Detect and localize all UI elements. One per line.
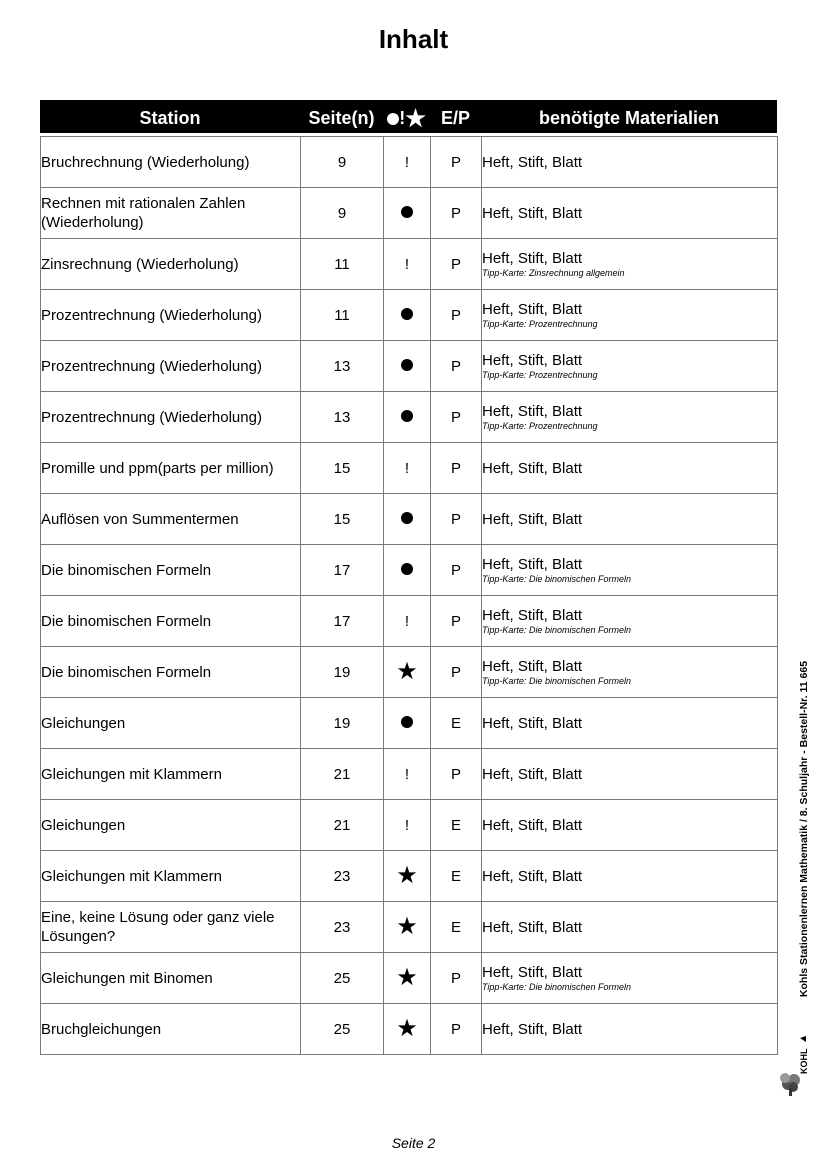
- ep-marker: E: [431, 902, 482, 953]
- materials-text: Heft, Stift, Blatt: [482, 459, 583, 477]
- ep-marker: P: [431, 188, 482, 239]
- tip-card-note: Tipp-Karte: Prozentrechnung: [482, 369, 598, 380]
- page-ref: 17: [301, 545, 384, 596]
- ep-marker: P: [431, 290, 482, 341]
- tip-card-note: Tipp-Karte: Die binomischen Formeln: [482, 981, 631, 992]
- station-name: Gleichungen: [41, 800, 301, 851]
- page-ref: 15: [301, 494, 384, 545]
- station-name: Gleichungen mit Binomen: [41, 953, 301, 1004]
- table-row: [41, 1004, 778, 1055]
- page-ref: 15: [301, 443, 384, 494]
- header-materialien: benötigte Materialien: [538, 108, 720, 128]
- dot-icon: [401, 308, 413, 320]
- dot-icon: [401, 512, 413, 524]
- ep-marker: E: [431, 800, 482, 851]
- materials-text: Heft, Stift, Blatt: [482, 153, 583, 171]
- materials-text: Heft, Stift, Blatt: [482, 867, 583, 885]
- station-name: Promille und ppm(parts per million): [41, 443, 301, 494]
- materials-cell: [482, 188, 778, 239]
- header-seite: Seite(n): [308, 108, 375, 128]
- dot-icon: [401, 206, 413, 218]
- ep-marker: P: [431, 1004, 482, 1055]
- page-ref: 25: [301, 953, 384, 1004]
- exclamation-symbol: !: [404, 153, 410, 171]
- materials-cell: [482, 1004, 778, 1055]
- star-icon: ★: [396, 1014, 418, 1042]
- materials-text: Heft, Stift, Blatt: [482, 1020, 583, 1038]
- table-row: [41, 698, 778, 749]
- table-body: [41, 137, 778, 1055]
- station-name: Bruchgleichungen: [41, 1004, 301, 1055]
- materials-cell: [482, 851, 778, 902]
- materials-cell: [482, 647, 778, 698]
- station-name: Gleichungen mit Klammern: [41, 749, 301, 800]
- difficulty-symbol: [384, 851, 431, 902]
- dot-icon: [401, 410, 413, 422]
- materials-cell: [482, 749, 778, 800]
- ep-marker: P: [431, 545, 482, 596]
- difficulty-symbol: [384, 953, 431, 1004]
- star-icon: ★: [396, 657, 418, 685]
- materials-text: Heft, Stift, Blatt: [482, 714, 583, 732]
- exclamation-symbol: !: [404, 612, 410, 630]
- table-row: [41, 596, 778, 647]
- materials-cell: [482, 239, 778, 290]
- difficulty-symbol: [384, 647, 431, 698]
- page-ref: 21: [301, 800, 384, 851]
- page-ref: 13: [301, 341, 384, 392]
- materials-text: Heft, Stift, Blatt: [482, 402, 583, 420]
- page-title: Inhalt: [378, 24, 449, 54]
- ep-marker: P: [431, 647, 482, 698]
- star-icon: ★: [396, 912, 418, 940]
- difficulty-symbol: [384, 239, 431, 290]
- tip-card-note: Tipp-Karte: Zinsrechnung allgemein: [482, 267, 625, 278]
- materials-text: Heft, Stift, Blatt: [482, 300, 583, 318]
- materials-cell: [482, 953, 778, 1004]
- page-ref: 13: [301, 392, 384, 443]
- materials-cell: [482, 392, 778, 443]
- table-row: [41, 443, 778, 494]
- header-ep: E/P: [440, 108, 470, 128]
- star-icon: ★: [396, 861, 418, 889]
- exclamation-symbol: !: [404, 255, 410, 273]
- page-ref: 19: [301, 698, 384, 749]
- imprint-text: Kohls Stationenlernen Mathematik / 8. Schuljahr - Bestell-Nr. 11 665: [798, 660, 810, 998]
- tip-card-note: Tipp-Karte: Die binomischen Formeln: [482, 624, 631, 635]
- table-row: [41, 494, 778, 545]
- page-number: Seite 2: [391, 1135, 436, 1151]
- materials-cell: [482, 494, 778, 545]
- page-ref: 11: [301, 239, 384, 290]
- ep-marker: P: [431, 137, 482, 188]
- page-ref: 23: [301, 851, 384, 902]
- page-ref: 21: [301, 749, 384, 800]
- table-row: [41, 749, 778, 800]
- materials-cell: [482, 443, 778, 494]
- materials-text: Heft, Stift, Blatt: [482, 351, 583, 369]
- difficulty-symbol: [384, 749, 431, 800]
- difficulty-symbol: [384, 188, 431, 239]
- difficulty-symbol: [384, 443, 431, 494]
- tip-card-note: Tipp-Karte: Prozentrechnung: [482, 318, 598, 329]
- materials-text: Heft, Stift, Blatt: [482, 555, 583, 573]
- ep-marker: E: [431, 851, 482, 902]
- difficulty-symbol: [384, 494, 431, 545]
- dot-icon: [387, 113, 399, 125]
- materials-cell: [482, 341, 778, 392]
- table-row: [41, 341, 778, 392]
- difficulty-symbol: [384, 341, 431, 392]
- materials-cell: [482, 698, 778, 749]
- difficulty-symbol: [384, 800, 431, 851]
- ep-marker: P: [431, 953, 482, 1004]
- dot-icon: [401, 359, 413, 371]
- ep-marker: P: [431, 239, 482, 290]
- table-row: [41, 851, 778, 902]
- station-name: Zinsrechnung (Wiederholung): [41, 239, 301, 290]
- page-ref: 25: [301, 1004, 384, 1055]
- ep-marker: P: [431, 494, 482, 545]
- difficulty-symbol: [384, 137, 431, 188]
- table-row: [41, 290, 778, 341]
- station-name: Die binomischen Formeln: [41, 647, 301, 698]
- station-name: Prozentrechnung (Wiederholung): [41, 392, 301, 443]
- materials-text: Heft, Stift, Blatt: [482, 249, 583, 267]
- station-name: Gleichungen mit Klammern: [41, 851, 301, 902]
- table-row: [41, 953, 778, 1004]
- station-name: Eine, keine Lösung oder ganz viele Lösungen?: [41, 902, 301, 953]
- tree-icon: [780, 1073, 800, 1096]
- exclamation-symbol: !: [404, 816, 410, 834]
- materials-text: Heft, Stift, Blatt: [482, 204, 583, 222]
- tip-card-note: Tipp-Karte: Die binomischen Formeln: [482, 675, 631, 686]
- materials-text: Heft, Stift, Blatt: [482, 963, 583, 981]
- ep-marker: E: [431, 698, 482, 749]
- station-name: Rechnen mit rationalen Zahlen (Wiederholung): [41, 188, 301, 239]
- tip-card-note: Tipp-Karte: Prozentrechnung: [482, 420, 598, 431]
- materials-text: Heft, Stift, Blatt: [482, 657, 583, 675]
- difficulty-symbol: [384, 290, 431, 341]
- station-name: Die binomischen Formeln: [41, 596, 301, 647]
- materials-cell: [482, 902, 778, 953]
- header-symbol-exclamation: !: [399, 108, 406, 128]
- materials-cell: [482, 596, 778, 647]
- difficulty-symbol: [384, 1004, 431, 1055]
- table-header: [40, 100, 777, 133]
- page-ref: 9: [301, 137, 384, 188]
- dot-icon: [401, 716, 413, 728]
- materials-cell: [482, 137, 778, 188]
- materials-text: Heft, Stift, Blatt: [482, 510, 583, 528]
- difficulty-symbol: [384, 596, 431, 647]
- page-ref: 11: [301, 290, 384, 341]
- station-name: Prozentrechnung (Wiederholung): [41, 341, 301, 392]
- materials-cell: [482, 290, 778, 341]
- materials-text: Heft, Stift, Blatt: [482, 606, 583, 624]
- difficulty-symbol: [384, 545, 431, 596]
- station-name: Bruchrechnung (Wiederholung): [41, 137, 301, 188]
- station-name: Prozentrechnung (Wiederholung): [41, 290, 301, 341]
- materials-text: Heft, Stift, Blatt: [482, 918, 583, 936]
- table-row: [41, 800, 778, 851]
- page-ref: 9: [301, 188, 384, 239]
- ep-marker: P: [431, 596, 482, 647]
- table-row: [41, 902, 778, 953]
- sidebar-imprint: [791, 636, 817, 1022]
- station-name: Auflösen von Summentermen: [41, 494, 301, 545]
- header-symbols: [383, 100, 430, 133]
- materials-text: Heft, Stift, Blatt: [482, 765, 583, 783]
- difficulty-symbol: [384, 392, 431, 443]
- star-icon: ★: [396, 963, 418, 991]
- logo-text: KOHL: [799, 1048, 809, 1074]
- dot-icon: [401, 563, 413, 575]
- star-icon: ★: [405, 105, 426, 131]
- table-row: [41, 545, 778, 596]
- table-row: [41, 137, 778, 188]
- station-name: Gleichungen: [41, 698, 301, 749]
- exclamation-symbol: !: [404, 765, 410, 783]
- page-ref: 17: [301, 596, 384, 647]
- station-name: Die binomischen Formeln: [41, 545, 301, 596]
- materials-cell: [482, 800, 778, 851]
- table-row: [41, 188, 778, 239]
- table-row: [41, 239, 778, 290]
- table-row: [41, 647, 778, 698]
- page-ref: 19: [301, 647, 384, 698]
- ep-marker: P: [431, 443, 482, 494]
- materials-cell: [482, 545, 778, 596]
- difficulty-symbol: [384, 902, 431, 953]
- page-ref: 23: [301, 902, 384, 953]
- difficulty-symbol: [384, 698, 431, 749]
- materials-text: Heft, Stift, Blatt: [482, 816, 583, 834]
- ep-marker: P: [431, 392, 482, 443]
- tip-card-note: Tipp-Karte: Die binomischen Formeln: [482, 573, 631, 584]
- ep-marker: P: [431, 749, 482, 800]
- table-row: [41, 392, 778, 443]
- contents-table: [40, 136, 778, 1055]
- publisher-logo: [776, 1034, 810, 1096]
- ep-marker: P: [431, 341, 482, 392]
- exclamation-symbol: !: [404, 459, 410, 477]
- header-station: Station: [139, 108, 201, 128]
